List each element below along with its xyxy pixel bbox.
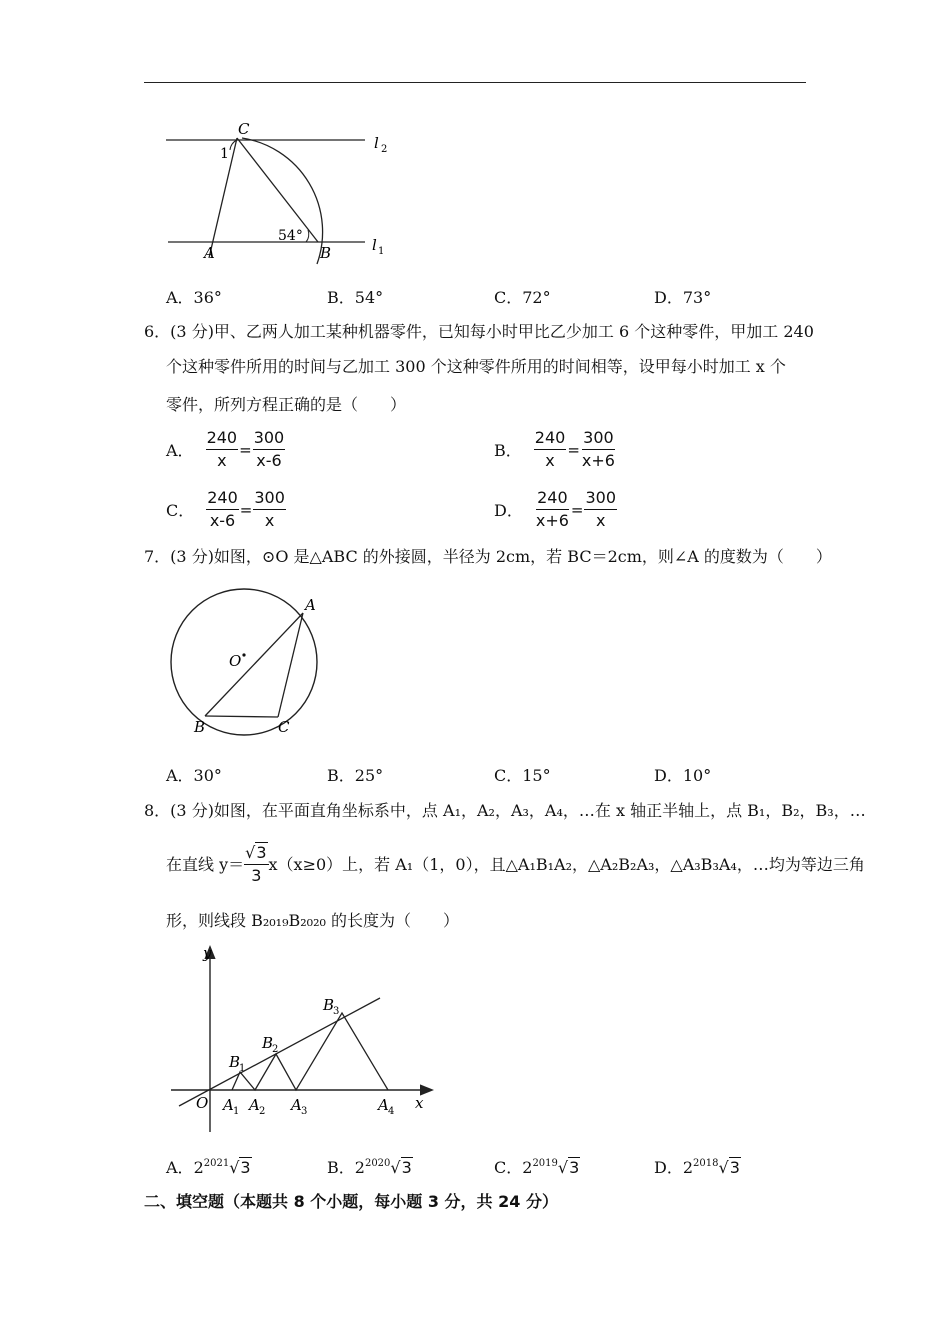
q8-option-b[interactable]: B．$2^{2020}√3$ xyxy=(327,1158,412,1177)
label-c: C xyxy=(278,718,290,736)
segment-ab xyxy=(205,613,303,716)
triangle-chain xyxy=(232,1013,388,1090)
svg-text:4: 4 xyxy=(388,1106,395,1117)
q5-option-c[interactable]: C．72° xyxy=(494,288,551,307)
option-label: A． xyxy=(166,441,194,460)
label-b3: B xyxy=(323,996,335,1014)
svg-text:1: 1 xyxy=(233,1106,240,1117)
q5-option-a[interactable]: A．36° xyxy=(166,288,222,307)
svg-text:2: 2 xyxy=(272,1044,279,1055)
segment-ac xyxy=(278,613,303,717)
label-b: B xyxy=(320,244,332,262)
label-b1: B xyxy=(229,1053,241,1071)
q6-line-3: 零件，所列方程正确的是（ ） xyxy=(166,395,407,414)
label-l2: l xyxy=(374,134,379,152)
center-dot xyxy=(242,653,245,656)
label-a1: A xyxy=(223,1096,234,1114)
q8-option-a[interactable]: A．$2^{2021}√3$ xyxy=(166,1158,251,1177)
label-a3: A xyxy=(291,1096,302,1114)
option-label: C． xyxy=(166,501,195,520)
label-a: A xyxy=(305,596,316,614)
q8-option-d[interactable]: D．$2^{2018}√3$ xyxy=(654,1158,740,1177)
q7-line-1: 7．(3 分)如图，⊙O 是△ABC 的外接圆，半径为 2cm，若 BC＝2cm，则∠A 的度数为（ ） xyxy=(144,547,832,566)
q8-line-3: 形，则线段 B₂₀₁₉B₂₀₂₀ 的长度为（ ） xyxy=(166,911,460,930)
circumcircle xyxy=(171,589,317,735)
sqrt3-over-3: $\frac{√3}{3}$ xyxy=(245,843,267,885)
segment-cb xyxy=(237,138,318,242)
svg-text:2: 2 xyxy=(259,1106,266,1117)
parallel-lines-figure xyxy=(160,118,400,268)
label-a: A xyxy=(204,244,215,262)
circle-figure xyxy=(165,582,325,742)
label-b: B xyxy=(194,718,206,736)
q6-option-a[interactable]: A． $\frac{240}{x}$ = $\frac{300}{x-6}$ xyxy=(166,428,285,470)
option-label: D． xyxy=(494,501,523,520)
q6-line-2: 个这种零件所用的时间与乙加工 300 个这种零件所用的时间相等，设甲每小时加工 x 个 xyxy=(166,357,786,376)
segment-bc xyxy=(205,716,278,717)
q8-line-1: 8．(3 分)如图，在平面直角坐标系中，点 A₁，A₂，A₃，A₄，…在 x 轴正半轴上，点 B₁，B₂，B₃，… xyxy=(144,801,866,820)
q6-line-1: 6．(3 分)甲、乙两人加工某种机器零件，已知每小时甲比乙少加工 6 个这种零件，甲加工 240 xyxy=(144,322,814,341)
svg-text:1: 1 xyxy=(239,1063,246,1074)
label-l1-sub: 1 xyxy=(378,246,385,257)
svg-text:3: 3 xyxy=(301,1106,308,1117)
q7-option-c[interactable]: C．15° xyxy=(494,766,551,785)
q6-option-b[interactable]: B． $\frac{240}{x}$ = $\frac{300}{x+6}$ xyxy=(494,428,615,470)
q7-option-b[interactable]: B．25° xyxy=(327,766,384,785)
q7-option-a[interactable]: A．30° xyxy=(166,766,222,785)
arc xyxy=(242,138,323,264)
label-y: y xyxy=(203,944,212,962)
q8-option-c[interactable]: C．$2^{2019}√3$ xyxy=(494,1158,580,1177)
label-o: O xyxy=(196,1094,209,1112)
label-x: x xyxy=(415,1094,424,1112)
label-c: C xyxy=(238,120,250,138)
q8-line-2 xyxy=(166,843,865,886)
q6-option-c[interactable]: C． $\frac{240}{x-6}$ = $\frac{300}{x}$ xyxy=(166,488,285,530)
label-o: O xyxy=(229,652,242,670)
label-1: 1 xyxy=(220,146,229,162)
label-b2: B xyxy=(262,1034,274,1052)
label-a4: A xyxy=(378,1096,389,1114)
q8-line-2-pre: 在直线 y＝ xyxy=(166,854,245,874)
q5-option-b[interactable]: B．54° xyxy=(327,288,384,307)
svg-text:3: 3 xyxy=(333,1006,340,1017)
label-l2-sub: 2 xyxy=(381,144,388,155)
q8-line-2-post: x（x≥0）上，若 A₁（1，0），且△A₁B₁A₂，△A₂B₂A₃，△A₃B₃A₄，…均为等边三角 xyxy=(268,854,865,874)
q7-option-d[interactable]: D．10° xyxy=(654,766,712,785)
option-label: B． xyxy=(494,441,522,460)
label-54: 54° xyxy=(278,228,303,244)
header-rule xyxy=(144,82,806,83)
section-2-heading: 二、填空题（本题共 8 个小题，每小题 3 分，共 24 分） xyxy=(144,1192,558,1211)
coordinate-figure xyxy=(165,940,440,1140)
angle-54-arc xyxy=(306,230,309,242)
q5-option-d[interactable]: D．73° xyxy=(654,288,712,307)
label-a2: A xyxy=(249,1096,260,1114)
label-l1: l xyxy=(372,236,377,254)
q6-option-d[interactable]: D． $\frac{240}{x+6}$ = $\frac{300}{x}$ xyxy=(494,488,617,530)
